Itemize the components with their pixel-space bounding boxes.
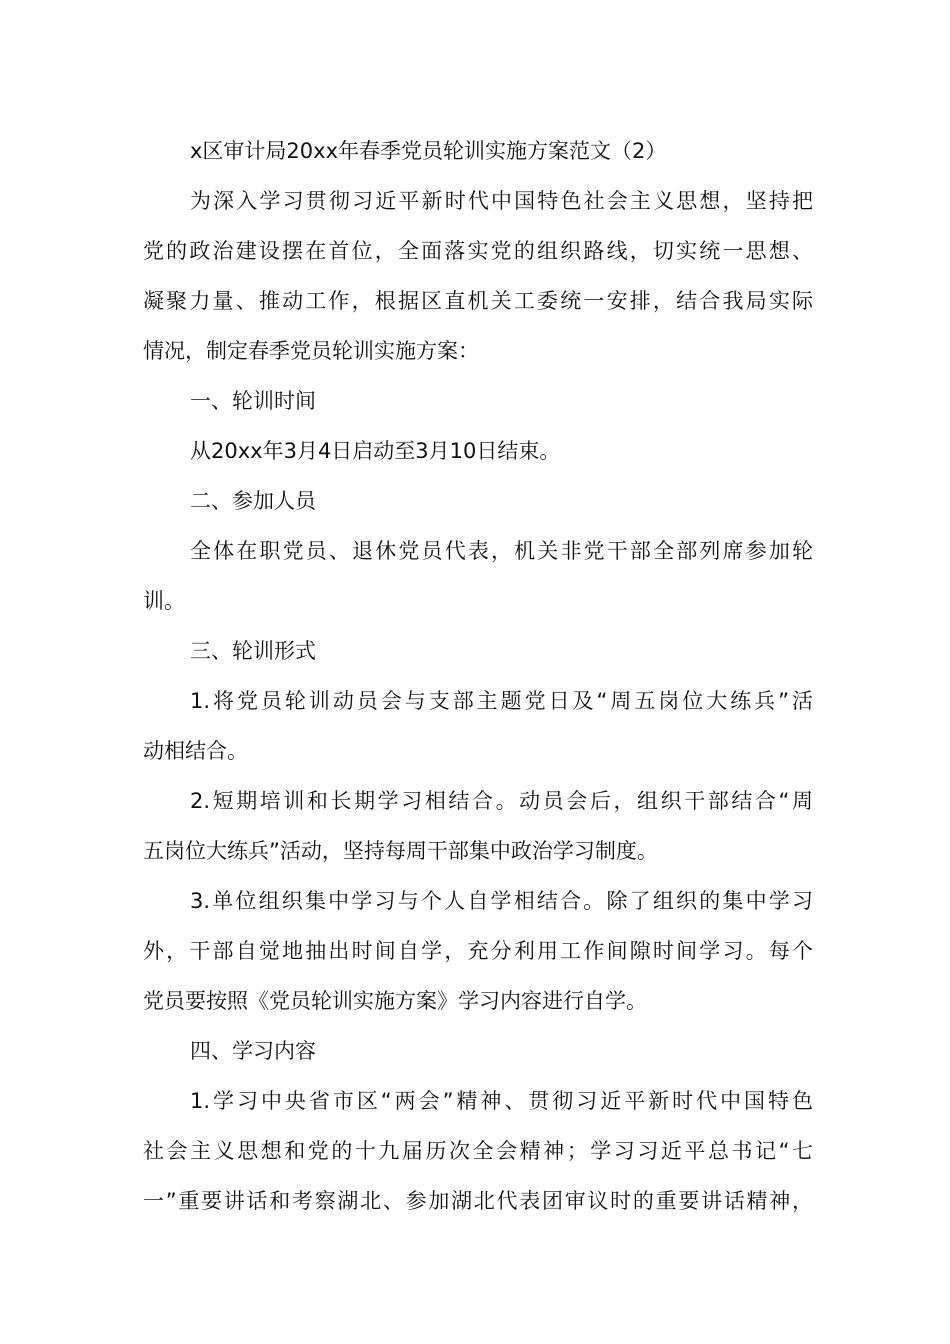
paragraph-line: 党员要按照《党员轮训实施方案》学习内容进行自学。 bbox=[143, 989, 647, 1013]
section-heading: 二、参加人员 bbox=[190, 489, 316, 513]
paragraph-line: 1.学习中央省市区“两会”精神、贯彻习近平新时代中国特色 bbox=[190, 1089, 813, 1113]
section-heading: 四、学习内容 bbox=[190, 1039, 316, 1063]
paragraph-line: 一”重要讲话和考察湖北、参加湖北代表团审议时的重要讲话精神， bbox=[143, 1189, 813, 1213]
document-title: x区审计局20xx年春季党员轮训实施方案范文（2） bbox=[190, 139, 667, 163]
paragraph-line: 1.将党员轮训动员会与支部主题党日及“周五岗位大练兵”活 bbox=[190, 689, 813, 713]
paragraph-line: 外，干部自觉地抽出时间自学，充分利用工作间隙时间学习。每个 bbox=[143, 939, 813, 963]
paragraph-line: 3.单位组织集中学习与个人自学相结合。除了组织的集中学习 bbox=[190, 889, 813, 913]
paragraph-line: 动相结合。 bbox=[143, 739, 248, 763]
paragraph-line: 训。 bbox=[143, 589, 185, 613]
paragraph-line: 凝聚力量、推动工作，根据区直机关工委统一安排，结合我局实际 bbox=[143, 289, 813, 313]
paragraph-line: 全体在职党员、退休党员代表，机关非党干部全部列席参加轮 bbox=[190, 539, 813, 563]
paragraph-line: 从20xx年3月4日启动至3月10日结束。 bbox=[190, 439, 561, 463]
paragraph-line: 2.短期培训和长期学习相结合。动员会后，组织干部结合“周 bbox=[190, 789, 813, 813]
section-heading: 三、轮训形式 bbox=[190, 639, 316, 663]
section-heading: 一、轮训时间 bbox=[190, 389, 316, 413]
paragraph-line: 党的政治建设摆在首位，全面落实党的组织路线，切实统一思想、 bbox=[143, 239, 813, 263]
paragraph-line: 为深入学习贯彻习近平新时代中国特色社会主义思想，坚持把 bbox=[190, 189, 813, 213]
paragraph-line: 五岗位大练兵”活动，坚持每周干部集中政治学习制度。 bbox=[143, 839, 658, 863]
paragraph-line: 情况，制定春季党员轮训实施方案： bbox=[143, 339, 479, 363]
paragraph-line: 社会主义思想和党的十九届历次全会精神；学习习近平总书记“七 bbox=[143, 1139, 813, 1163]
